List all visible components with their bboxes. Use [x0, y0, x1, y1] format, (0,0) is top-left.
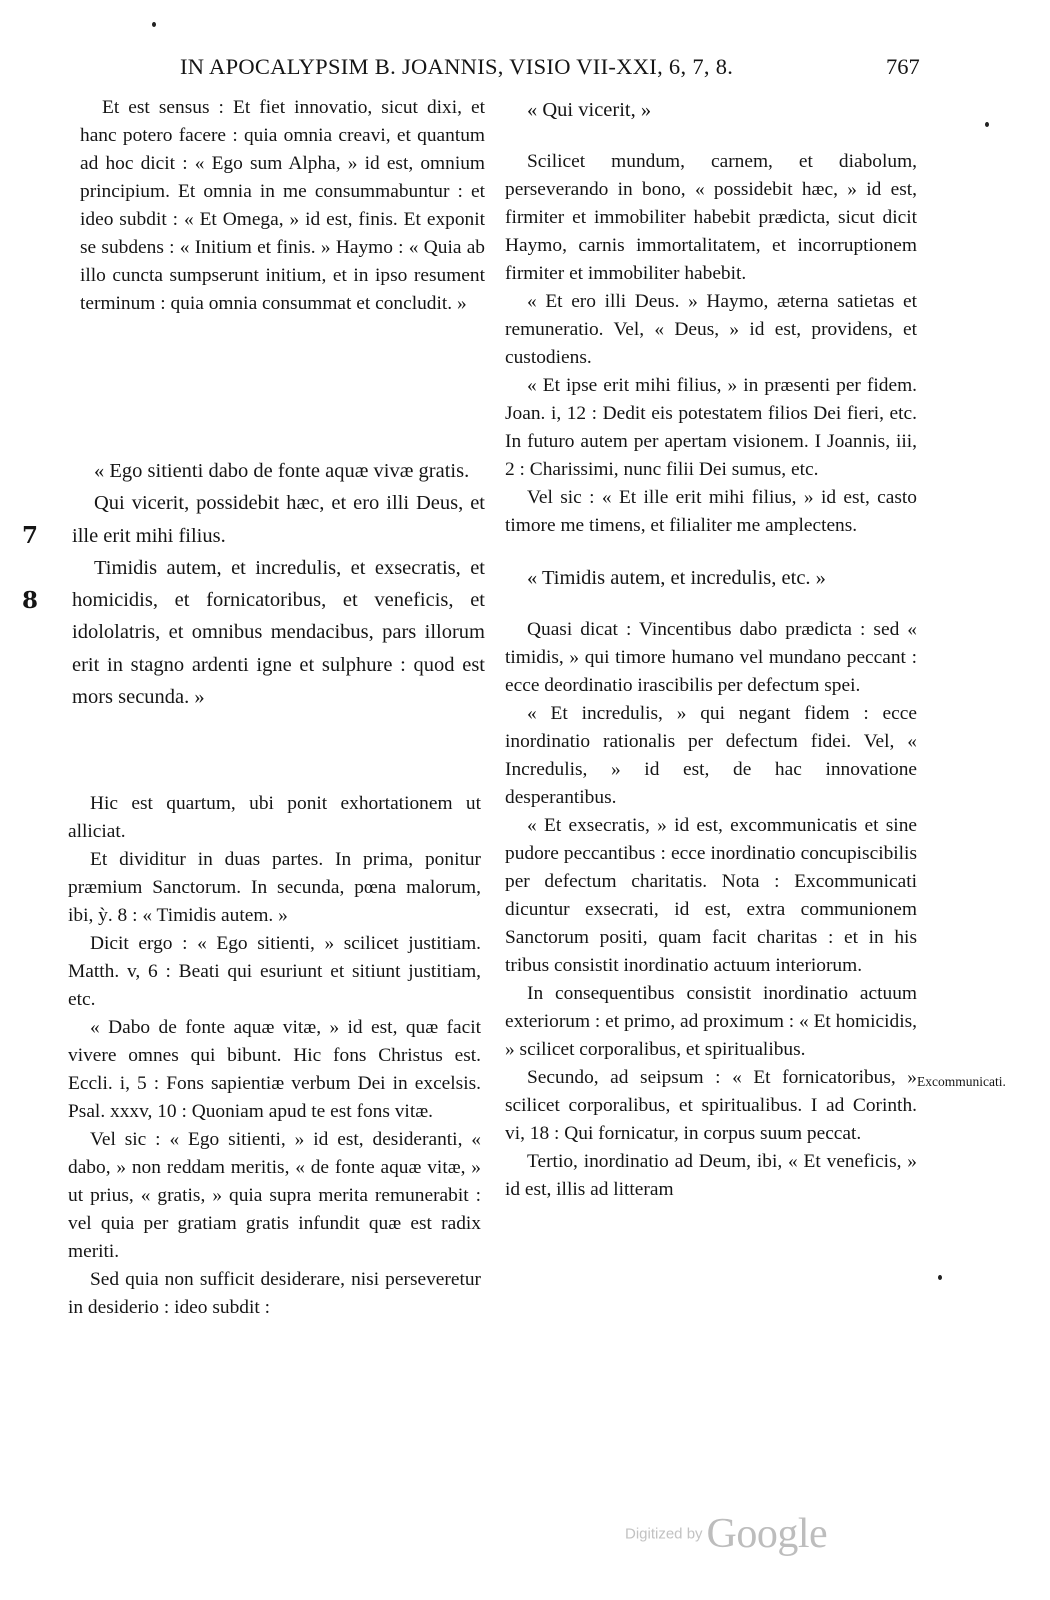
scripture-verses [72, 455, 485, 713]
paragraph: Vel sic : « Et ille erit mihi filius, » id est, casto timore me timens, et filialiter me amplectens. [505, 487, 917, 536]
paragraph: Vel sic : « Ego sitienti, » id est, desideranti, « dabo, » non reddam meritis, « de fonte aquæ vitæ, » ut prius, « gratis, » quia supra merita remunerabit : vel quia per gratiam gratis infundit quæ est radix meriti. [68, 1129, 481, 1262]
paragraph: Quasi dicat : Vincentibus dabo prædicta : sed « timidis, » qui timore humano vel mundano peccant : ecce deordinatio irascibilis per defectum spei. [505, 619, 917, 696]
margin-note: Excommunicati. [917, 1074, 1006, 1089]
print-speck [938, 1275, 942, 1280]
left-column-commentary-top [80, 94, 485, 318]
print-speck [985, 122, 989, 127]
lemma-qui-vicerit: « Qui vicerit, » [527, 99, 652, 121]
paragraph: Dicit ergo : « Ego sitienti, » scilicet justitiam. Matth. v, 6 : Beati qui esuriunt et sitiunt justitiam, etc. [68, 933, 481, 1010]
paragraph: Et est sensus : Et fiet innovatio, sicut dixi, et hanc potero facere : quia omnia creavi, et quantum ad hoc dicit : « Ego sum Alpha, » id est, omnium principium. Et omnia in me consummabuntur : et ideo subdit : « Et Omega, » id est, finis. Et exponit se subdens : « Initium et finis. » Haymo : « Quia ab illo cuncta sumpserunt initium, et in ipso resument terminum : quia omnia consummat et concludit. » [80, 97, 485, 314]
right-column-commentary [505, 96, 917, 1204]
digitized-watermark [625, 1510, 827, 1558]
google-logo: Google [706, 1511, 828, 1557]
verse-number-7: 7 [22, 522, 39, 549]
paragraph: « Et exsecratis, » id est, excommunicatis et sine pudore peccantibus : ecce inordinatio concupiscibilis per defectum charitatis. Nota : Excommunicati dicuntur exsecrati, id est, extra communionem Sanctorum positi, quam facit charitas : et in his tribus consistit inordinatio actuum interiorum. [505, 815, 917, 976]
watermark-prefix: Digitized by [625, 1525, 703, 1543]
verse-number-8: 8 [22, 587, 39, 614]
paragraph: Scilicet mundum, carnem, et diabolum, perseverando in bono, « possidebit hæc, » id est, firmiter et immobiliter habebit prædicta, sicut dicit Haymo, carnis immortalitatem, et incorruptionem firmiter et immobiliter habebit. [505, 151, 917, 284]
paragraph: Hic est quartum, ubi ponit exhortationem ut alliciat. [68, 793, 481, 842]
verse-6-text: « Ego sitienti dabo de fonte aquæ vivæ gratis. [94, 460, 470, 482]
paragraph: « Et ero illi Deus. » Haymo, æterna satietas et remuneratio. Vel, « Deus, » id est, providens, et custodiens. [505, 291, 917, 368]
paragraph: Sed quia non sufficit desiderare, nisi perseveretur in desiderio : ideo subdit : [68, 1269, 481, 1318]
print-speck [152, 22, 156, 27]
paragraph: In consequentibus consistit inordinatio actuum exteriorum : et primo, ad proximum : « Et homicidis, » scilicet corporalibus, et spiritualibus. [505, 983, 917, 1060]
paragraph: Tertio, inordinatio ad Deum, ibi, « Et veneficis, » id est, illis ad litteram [505, 1151, 917, 1200]
paragraph: Et dividitur in duas partes. In prima, ponitur præmium Sanctorum. In secunda, pœna malorum, ibi, ỳ. 8 : « Timidis autem. » [68, 849, 481, 926]
verse-7-text: Qui vicerit, possidebit hæc, et ero illi Deus, et ille erit mihi filius. [72, 492, 485, 547]
paragraph: « Dabo de fonte aquæ vitæ, » id est, quæ facit vivere omnes qui bibunt. Hic fons Christus est. Eccli. i, 5 : Fons sapientiæ verbum Dei in excelsis. Psal. xxxv, 10 : Quoniam apud te est fons vitæ. [68, 1017, 481, 1122]
lemma-timidis-autem: « Timidis autem, et incredulis, etc. » [527, 567, 826, 589]
paragraph: « Et ipse erit mihi filius, » in præsenti per fidem. Joan. i, 12 : Dedit eis potestatem filios Dei fieri, etc. In futuro autem per apertam visionem. I Joannis, iii, 2 : Charissimi, nunc filii Dei sumus, etc. [505, 375, 917, 480]
paragraph: « Et incredulis, » qui negant fidem : ecce inordinatio rationalis per defectum fidei. Vel, « Incredulis, » id est, de hac innovatione desperantibus. [505, 703, 917, 808]
verse-8-text: Timidis autem, et incredulis, et exsecratis, et homicidis, et fornicatoribus, et veneficis, et idololatris, et omnibus mendacibus, pars illorum erit in stagno ardenti igne et sulphure : quod est mors secunda. » [72, 556, 485, 709]
running-title: IN APOCALYPSIM B. JOANNIS, VISIO VII-XXI, 6, 7, 8. [180, 54, 734, 79]
paragraph: Secundo, ad seipsum : « Et fornicatoribus, » scilicet corporalibus, et spiritualibus. I ad Corinth. vi, 18 : Qui fornicatur, in corpus suum peccat. [505, 1067, 917, 1144]
left-column-commentary-bottom [68, 790, 481, 1322]
page-number: 767 [886, 54, 920, 79]
